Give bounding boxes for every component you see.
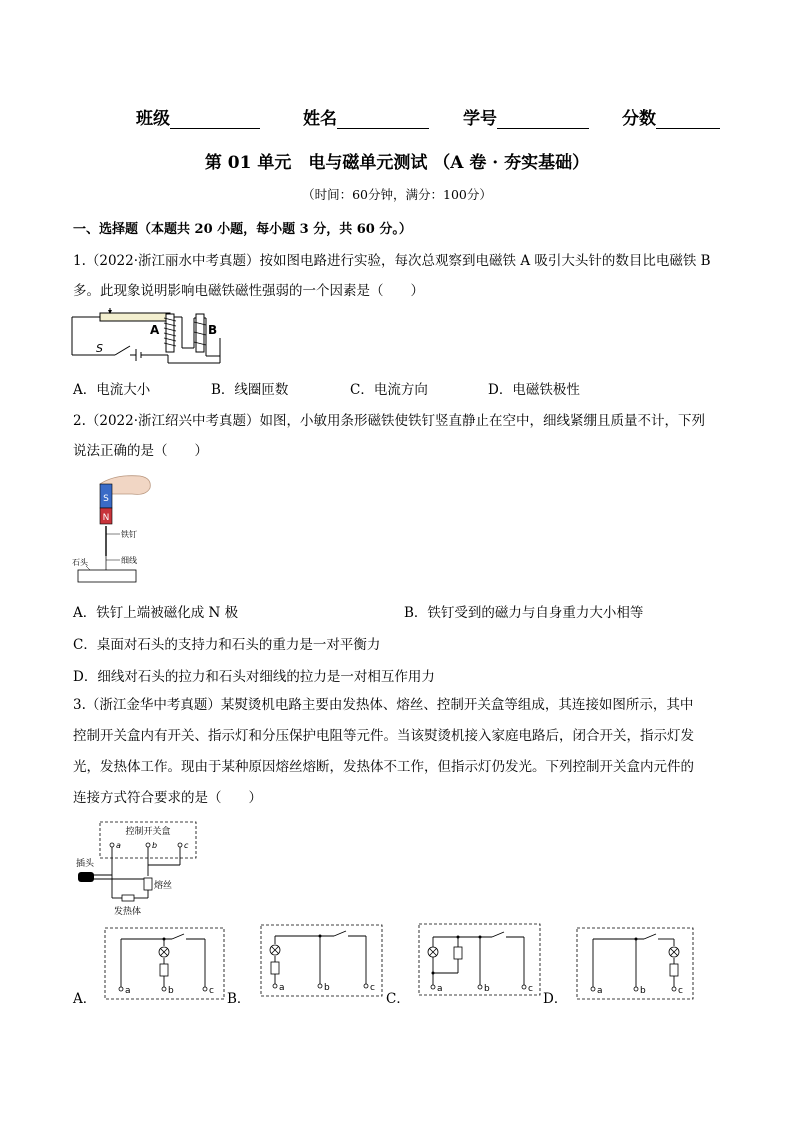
svg-text:a: a xyxy=(116,841,121,850)
q1-label-b: B xyxy=(208,323,218,337)
question-1-stem: 1.（2022·浙江丽水中考真题）按如图电路进行实验，每次总观察到电磁铁 A 吸引大头针的数目比电磁铁 B 多。此现象说明影响电磁铁磁性强弱的一个因素是（ ） xyxy=(73,253,711,299)
q3-option-c-circuit[interactable] xyxy=(418,923,542,997)
svg-text:b: b xyxy=(152,841,158,850)
q1-option-b[interactable]: B．线圈匝数 xyxy=(211,382,289,398)
q3-option-a-label[interactable]: A． xyxy=(73,991,97,1007)
svg-text:c: c xyxy=(209,986,214,996)
score-field: 分数 xyxy=(622,104,720,129)
svg-text:b: b xyxy=(640,986,646,996)
q3-label-fuse: 熔丝 xyxy=(154,881,173,891)
q2-option-d[interactable]: D．细线对石头的拉力和石头对细线的拉力是一对相互作用力 xyxy=(73,669,435,685)
q3-option-d-label[interactable]: D． xyxy=(543,991,568,1007)
page-subtitle: （时间：60分钟，满分：100分） xyxy=(302,187,492,202)
q1-option-c[interactable]: C．电流方向 xyxy=(350,382,428,398)
id-field: 学号 xyxy=(463,104,589,129)
student-info-header xyxy=(0,104,794,132)
q1-label-a: A xyxy=(150,323,160,337)
q2-option-b[interactable]: B．铁钉受到的磁力与自身重力大小相等 xyxy=(404,605,644,621)
name-field: 姓名 xyxy=(303,104,429,129)
q2-pole-s: S xyxy=(103,494,109,504)
svg-text:b: b xyxy=(324,983,330,993)
svg-text:c: c xyxy=(184,841,189,850)
svg-text:c: c xyxy=(528,984,533,994)
svg-text:a: a xyxy=(279,983,285,993)
svg-text:a: a xyxy=(597,986,603,996)
q3-label-plug: 插头 xyxy=(76,859,95,869)
q1-label-s: S xyxy=(96,342,103,355)
q2-magnet-figure xyxy=(70,470,170,586)
q2-option-c[interactable]: C．桌面对石头的支持力和石头的重力是一对平衡力 xyxy=(73,637,381,653)
q1-circuit-figure xyxy=(70,308,230,370)
q2-label-thread: 细线 xyxy=(121,556,137,565)
question-3-stem: 3.（浙江金华中考真题）某熨烫机电路主要由发热体、熔丝、控制开关盒等组成，其连接如图所示，其中 控制开关盒内有开关、指示灯和分压保护电阻等元件。当该熨烫机接入家庭电路后，闭合开关，指示灯发 光，发热体工作。现由于某种原因熔丝熔断，发热体不工作，但指示灯仍发光。下列控制开关盒内元件的 连接方式符合要求的是（ ） xyxy=(73,697,694,806)
svg-text:c: c xyxy=(678,986,683,996)
q3-option-b-circuit[interactable] xyxy=(260,924,384,998)
q2-pole-n: N xyxy=(102,513,110,523)
svg-text:a: a xyxy=(437,984,443,994)
q2-label-nail: 铁钉 xyxy=(121,530,137,539)
svg-text:a: a xyxy=(125,986,131,996)
question-2-stem: 2.（2022·浙江绍兴中考真题）如图，小敏用条形磁铁使铁钉竖直静止在空中，细线紧绷且质量不计，下列 说法正确的是（ ） xyxy=(73,413,706,459)
q3-label-heater: 发热体 xyxy=(114,907,142,917)
class-field: 班级 xyxy=(136,104,260,129)
svg-text:c: c xyxy=(370,983,375,993)
q2-label-stone: 石头 xyxy=(72,558,88,567)
svg-text:b: b xyxy=(484,984,490,994)
svg-text:b: b xyxy=(168,986,174,996)
q3-option-d-circuit[interactable] xyxy=(576,927,698,1001)
page-title: 第 01 单元 电与磁单元测试 （A 卷 · 夯实基础） xyxy=(204,153,590,173)
q3-option-a-circuit[interactable] xyxy=(104,927,226,1001)
q3-option-b-label[interactable]: B． xyxy=(227,991,251,1007)
q3-option-c-label[interactable]: C． xyxy=(386,991,410,1007)
section-heading: 一、选择题（本题共 20 小题，每小题 3 分，共 60 分。） xyxy=(73,222,412,237)
q2-option-a[interactable]: A．铁钉上端被磁化成 N 极 xyxy=(73,605,239,621)
q3-main-circuit-figure xyxy=(74,820,200,920)
q1-option-d[interactable]: D．电磁铁极性 xyxy=(488,382,580,398)
q1-option-a[interactable]: A．电流大小 xyxy=(73,382,151,398)
q3-label-box: 控制开关盒 xyxy=(125,827,171,837)
